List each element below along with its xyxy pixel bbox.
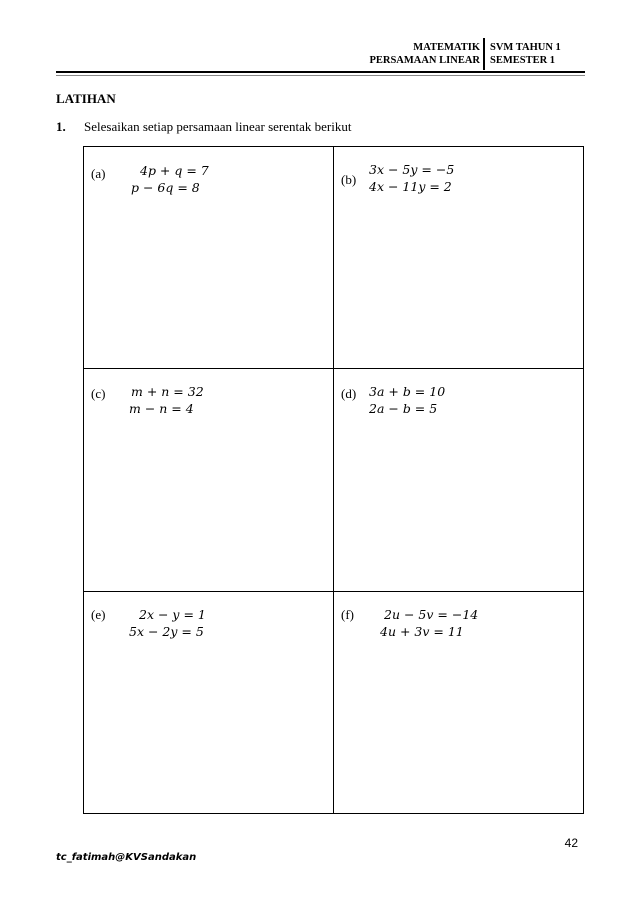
equation-2: 4x − 11y = 2 [369,179,452,194]
problem-cell-d [334,369,583,592]
author-signature: tc_fatimah@KVSandakan [56,852,197,863]
question-text: Selesaikan setiap persamaan linear serentak berikut [84,119,352,134]
header-rule-thin [56,75,585,76]
problem-label: (a) [91,166,106,181]
equation-1: 2u − 5v = −14 [384,607,479,622]
header-subject: MATEMATIK [413,42,480,53]
problem-label: (b) [341,172,357,187]
header-subject-block [300,41,480,67]
problem-cell-e [84,592,334,813]
problem-label: (d) [341,386,357,401]
problem-cell-a [84,147,334,369]
equation-2: m − n = 4 [129,401,194,416]
header-rule [56,71,585,73]
problem-label: (c) [91,386,106,401]
question-number: 1. [56,119,66,134]
problem-label: (f) [341,607,354,622]
section-title: LATIHAN [56,91,116,106]
header-semester: SEMESTER 1 [490,55,556,66]
page-number: 42 [564,836,578,850]
header-year: SVM TAHUN 1 [490,42,561,53]
equation-1: 2x − y = 1 [139,607,206,622]
equation-1: 3a + b = 10 [369,384,446,399]
equation-1: m + n = 32 [131,384,204,399]
problem-label: (e) [91,607,106,622]
equation-2: 2a − b = 5 [369,401,438,416]
equation-1: 4p + q = 7 [140,163,209,178]
problem-cell-b [334,147,583,369]
problem-cell-c [84,369,334,592]
header-course-block [490,41,610,67]
equation-1: 3x − 5y = −5 [369,162,455,177]
equation-2: 5x − 2y = 5 [129,624,204,639]
problem-grid [83,146,584,814]
equation-2: 4u + 3v = 11 [380,624,464,639]
equation-2: p − 6q = 8 [131,180,200,195]
problem-cell-f [334,592,583,813]
header-divider [483,38,485,70]
header-topic: PERSAMAAN LINEAR [369,55,480,66]
